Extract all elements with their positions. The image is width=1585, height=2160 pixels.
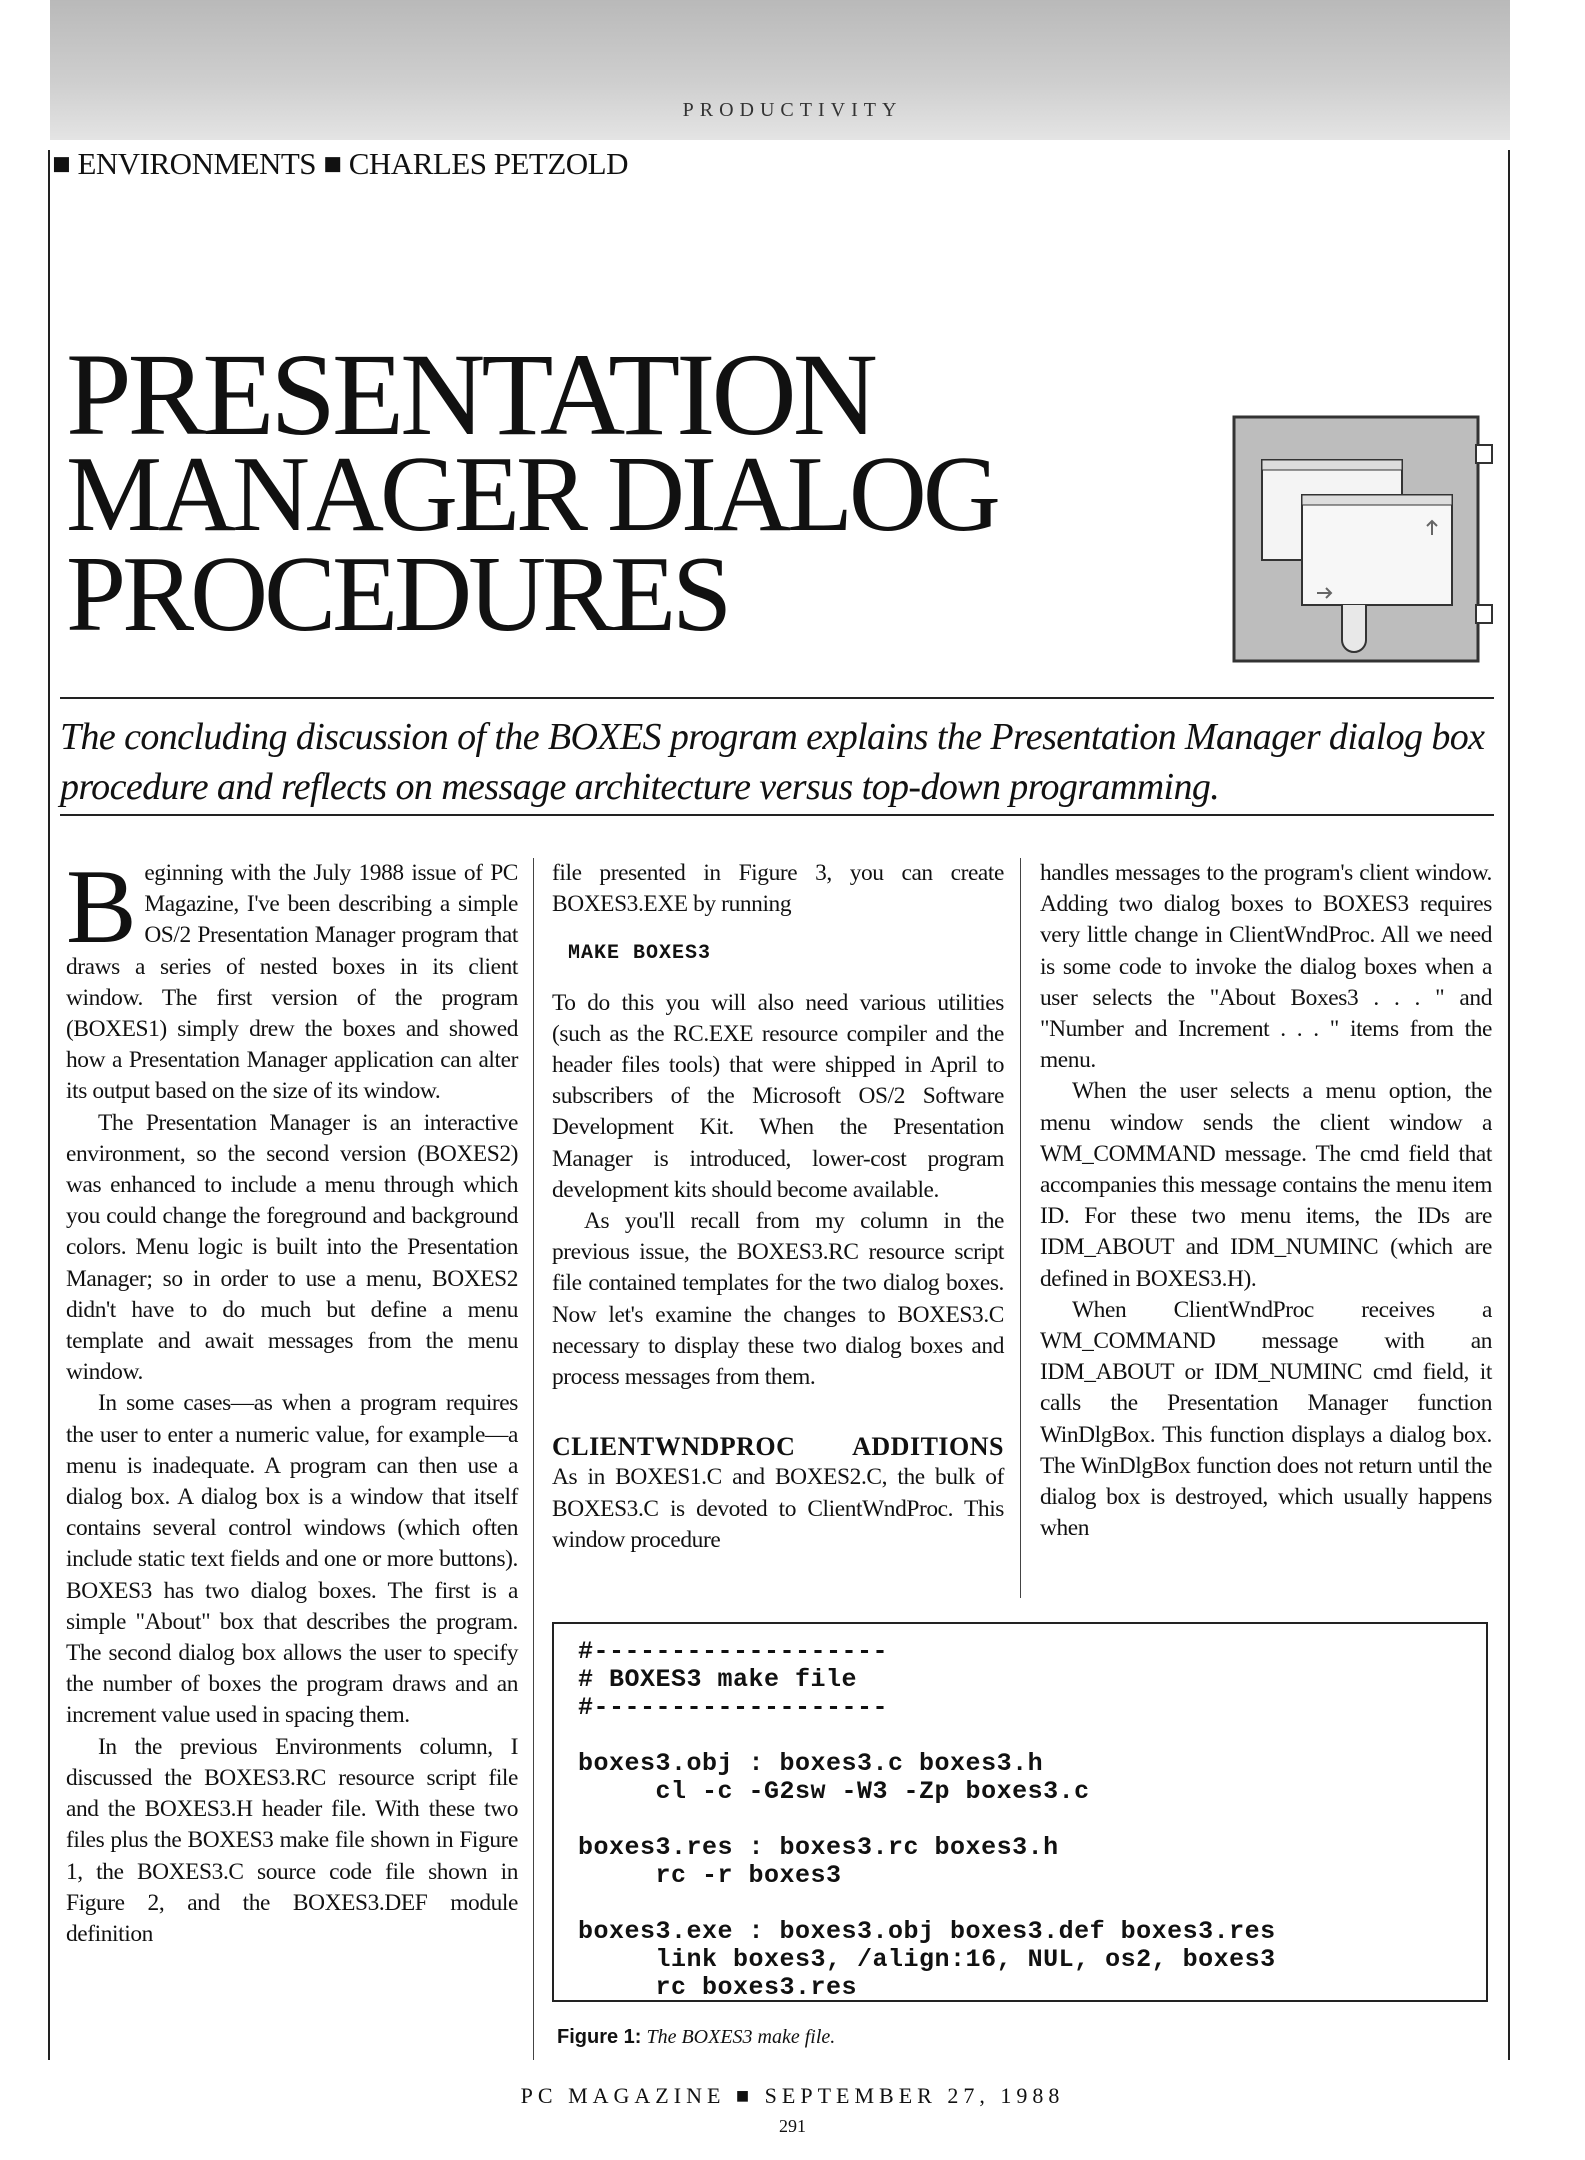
page-frame-left (48, 150, 50, 2060)
paragraph: handles messages to the program's client window. Adding two dialog boxes to BOXES3 requires very little change in ClientWndProc. All we need is some code to invoke the dialog boxes when a user selects the "About Boxes3 . . . " and "Number and Increment . . . " items from the menu. (1040, 860, 1492, 1074)
caption-label: Figure 1: (557, 2026, 642, 2048)
paragraph: As in BOXES1.C and BOXES2.C, the bulk of BOXES3.C is devoted to ClientWndProc. This window procedure (552, 1464, 1004, 1553)
paragraph: file presented in Figure 3, you can create BOXES3.EXE by running (552, 860, 1004, 918)
paragraph: In some cases—as when a program requires the user to enter a numeric value, for example—a menu is inadequate. A program can then use a dialog box. A dialog box is a window that itself contains several control windows (which often include static text fields and one or more buttons). BOXES3 has two dialog boxes. The first is a simple "About" box that describes the program. The second dialog box allows the user to specify the number of boxes the program draws and an increment value used in spacing them. (66, 1390, 518, 1729)
title-line-1: PRESENTATION (66, 329, 874, 460)
paragraph: When the user selects a menu option, the menu window sends the client window a WM_COMMAND message. The cmd field that accompanies this message contains the menu item ID. For these two menu items, the IDs are IDM_ABOUT and IDM_NUMINC (which are defined in BOXES3.H). (1040, 1078, 1492, 1292)
paragraph-text: eginning with the July 1988 issue of PC Magazine, I've been describing a simple OS/2 Presentation Manager program that draws a series of nested boxes in its client window. The first version of the program (BOXES1) simply drew the boxes and showed how a Presentation Manager application can alter its output based on the size of its window. (66, 860, 518, 1105)
running-head: PRODUCTIVITY (682, 99, 903, 121)
page-frame-right (1508, 150, 1510, 2060)
subhead-word-2: ADDITIONS (852, 1432, 1004, 1462)
floppy-disk-windows-illustration (1232, 415, 1494, 665)
body-column-3 (1040, 858, 1492, 1544)
section-subhead (552, 1431, 1004, 1462)
article-deck: The concluding discussion of the BOXES program explains the Presentation Manager dialog box procedure and reflects on message architecture versus top-down programming. (60, 716, 1485, 808)
deck-rule-top (60, 697, 1494, 699)
page-footer: PC MAGAZINE ■ SEPTEMBER 27, 1988 (520, 2083, 1065, 2108)
paragraph: In the previous Environments column, I discussed the BOXES3.RC resource script file and the BOXES3.H header file. With these two files plus the BOXES3 make file shown in Figure 1, the BOXES3.C source code file shown in Figure 2, and the BOXES3.DEF module definition (66, 1733, 518, 1947)
body-column-2 (552, 858, 1004, 1556)
column-rule-2 (1020, 858, 1021, 1598)
title-line-2: MANAGER DIALOG (66, 435, 997, 554)
department-byline: ■ ENVIRONMENTS ■ CHARLES PETZOLD (52, 146, 628, 181)
deck-rule-bottom (60, 814, 1494, 816)
figure-1-code-box (552, 1622, 1488, 2002)
paragraph: When ClientWndProc receives a WM_COMMAND message with an IDM_ABOUT or IDM_NUMINC cmd field, it calls the Presentation Manager function WinDlgBox. This function displays a dialog box. The WinDlgBox function does not return until the dialog box is destroyed, which usually happens when (1040, 1296, 1492, 1542)
inline-command: MAKE BOXES3 (568, 942, 712, 966)
paragraph (66, 848, 518, 1108)
subhead-word-1: CLIENTWNDPROC (552, 1432, 796, 1462)
drop-cap: B (66, 848, 137, 965)
caption-text: The BOXES3 make file. (641, 2026, 836, 2048)
title-line-3: PROCEDURES (66, 535, 729, 654)
make-file-listing: #------------------- # BOXES3 make file #------------------- boxes3.obj : boxes3.c boxes3.h cl -c -G2sw -W3 -Zp boxes3.c boxes3.res : boxes3.rc boxes3.h rc -r boxes3 boxes3.exe : boxes3.obj boxes3.def boxes3.res link boxes3, /align:16, NUL, os2, boxes3 rc boxes3.res (578, 1637, 1276, 2002)
page-number: 291 (779, 2116, 806, 2136)
figure-1-caption (557, 2026, 835, 2049)
article-title (66, 329, 1066, 654)
paragraph: The Presentation Manager is an interactive environment, so the second version (BOXES2) was enhanced to include a menu through which you could change the foreground and background colors. Menu logic is built into the Presentation Manager; so in order to use a menu, BOXES2 didn't have to do much but define a menu template and await messages from the menu window. (66, 1109, 518, 1386)
column-rule-1 (533, 858, 534, 2060)
body-column-1 (66, 848, 518, 1950)
paragraph: To do this you will also need various utilities (such as the RC.EXE resource compiler and the header files tools) that were shipped in April to subscribers of the Microsoft OS/2 Software Development Kit. When the Presentation Manager is introduced, lower-cost program development kits should become available. (552, 989, 1004, 1203)
paragraph: As you'll recall from my column in the previous issue, the BOXES3.RC resource script file contained templates for the two dialog boxes. Now let's examine the changes to BOXES3.C necessary to display these two dialog boxes and process messages from them. (552, 1208, 1004, 1391)
